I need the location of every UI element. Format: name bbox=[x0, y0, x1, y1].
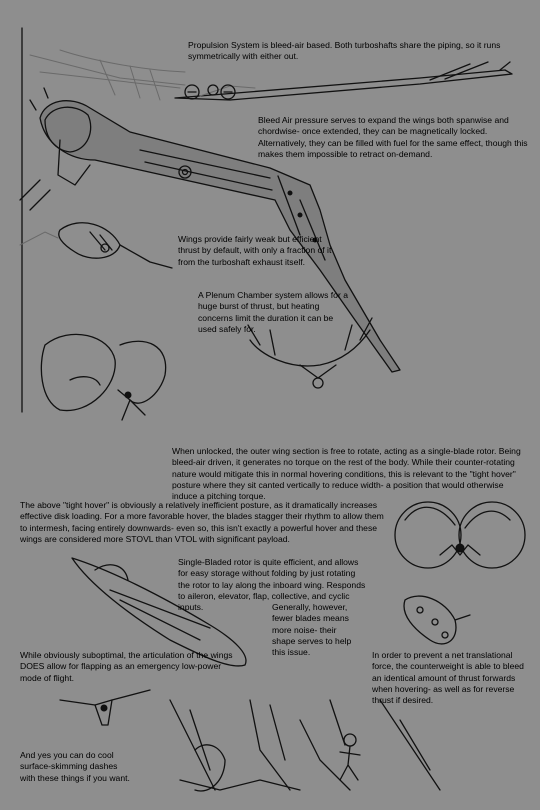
note-bleed-air: Bleed Air pressure serves to expand the wings both spanwise and chordwise- once extended, they can be magnetically locked. Alternatively, they can be filled with fuel for the same effect, though this makes them impossible to retract on-demand. bbox=[258, 115, 528, 159]
small-hover-figure bbox=[20, 223, 172, 268]
note-counterweight: In order to prevent a net translational force, the counterweight is able to bleed an identical amount of thrust forwards when hovering- as well as for reverse thrust if desired. bbox=[372, 650, 524, 706]
flapping-figure bbox=[60, 690, 150, 725]
construction-sketch bbox=[30, 50, 185, 100]
note-tight-hover: The above "tight hover" is obviously a relatively inefficient posture, as it dramatically increases effective disk loading. For a more favorable hover, the blades stagger their rhythm to allow them to intermesh, facing entirely downwards- even so, this isn't exactly a powerful hover and these wings are considered more STOVL than VTOL with significant payload. bbox=[20, 500, 384, 544]
note-flapping: While obviously suboptimal, the articulation of the wings DOES allow for flapping as an emergency low-power mode of flight. bbox=[20, 650, 233, 683]
note-single-blade: Single-Bladed rotor is quite efficient, and allows for easy storage without folding by just rotating the rotor to lay along the inboard wing. Responds to aileron, elevator, flap, collective, and cyclic inputs. bbox=[178, 557, 366, 613]
wing-spar-sketch bbox=[175, 62, 512, 100]
note-weak-thrust: Wings provide fairly weak but efficient thrust by default, with only a fraction of it from the turboshaft exhaust itself. bbox=[178, 234, 332, 267]
note-surface-dashes: And yes you can do cool surface-skimming dashes with these things if you want. bbox=[20, 750, 130, 783]
note-propulsion-system: Propulsion System is bleed-air based. Both turboshafts share the piping, so it runs symmetrically with either out. bbox=[188, 40, 501, 62]
tight-hover-figure bbox=[41, 334, 165, 420]
intermesh-rotor-figure bbox=[395, 502, 525, 568]
dash-figures bbox=[170, 700, 440, 791]
note-unlocked-rotor: When unlocked, the outer wing section is free to rotate, acting as a single-blade rotor. Being bleed-air driven, it generates no torque on the rest of the body. While their counter-rotating nature would mitigate this in normal hovering conditions, this is relevant to the "tight hover" posture where they sit canted vertically to reduce width- a position that would otherwise induce a pitching torque. bbox=[172, 446, 521, 502]
note-fewer-blades: Generally, however, fewer blades means more noise- their shape serves to help this issue. bbox=[272, 602, 352, 658]
note-plenum-chamber: A Plenum Chamber system allows for a huge burst of thrust, but heating concerns limit the duration it can be used safely for. bbox=[198, 290, 348, 334]
counterweight-figure bbox=[404, 596, 470, 644]
